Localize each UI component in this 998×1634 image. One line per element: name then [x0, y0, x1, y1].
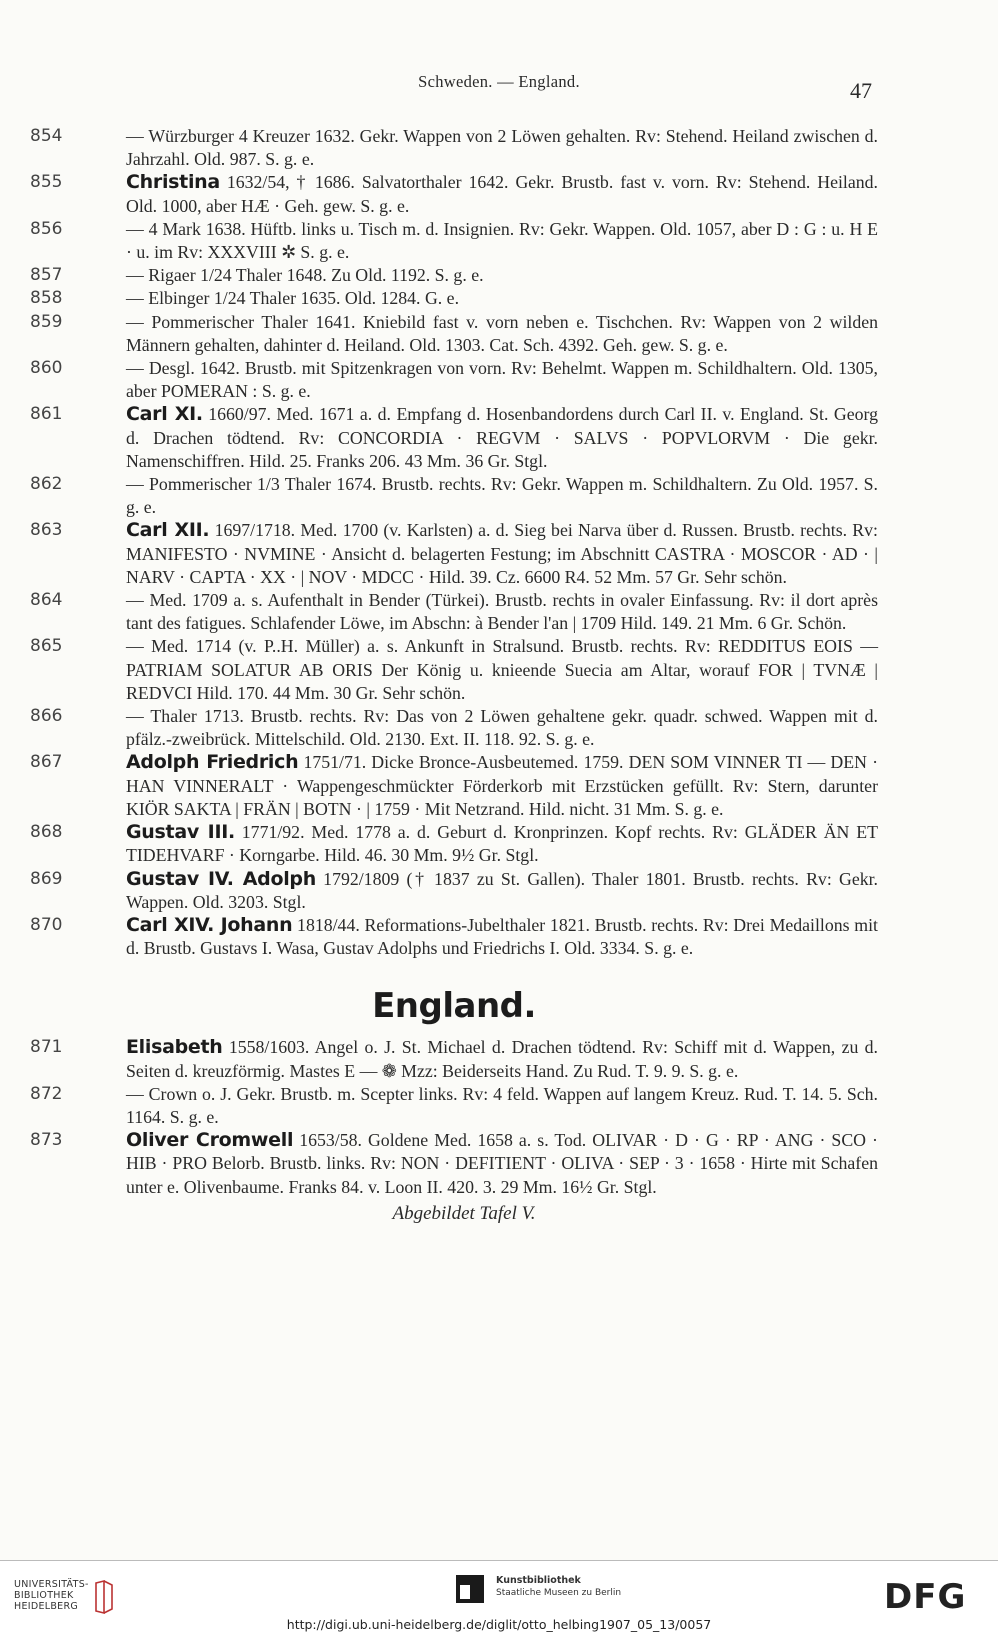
entry-text: — Würzburger 4 Kreuzer 1632. Gekr. Wappen von 2 Löwen gehalten. Rv: Stehend. Heiland zwischen d. Jahrzahl. Old. 987. S. g. e. — [126, 126, 878, 170]
catalogue-entry — [30, 635, 878, 705]
ruler-name: Carl XI. — [126, 403, 203, 426]
ruler-name: Oliver Cromwell — [126, 1129, 294, 1152]
catalogue-entry — [30, 311, 878, 357]
catalogue-entry — [30, 1129, 878, 1199]
lot-number: 860 — [30, 358, 63, 379]
lot-number: 866 — [30, 706, 63, 727]
catalogue-entry — [30, 171, 878, 217]
university-library-label — [14, 1579, 89, 1612]
entry-text: — Elbinger 1/24 Thaler 1635. Old. 1284. G. e. — [126, 288, 460, 309]
university-library-logo-icon — [92, 1579, 116, 1615]
library-line: HEIDELBERG — [14, 1601, 79, 1612]
entry-text: — Med. 1709 a. s. Aufenthalt in Bender (Türkei). Brustb. rechts in ovaler Einfassung. Rv: il dort après tant des fatigues. Schlafender Löwe, im Abschn: à Bender l'an | 1709 Hild. 149. 21 Mm. 6 Gr. Schön. — [126, 590, 878, 634]
ruler-name: Christina — [126, 171, 220, 194]
entry-text: — 4 Mark 1638. Hüftb. links u. Tisch m. d. Insignien. Rv: Gekr. Wappen. Old. 1057, aber D : G : u. H E · u. im Rv: XXXVIII ✲ S. g. e. — [126, 218, 878, 263]
lot-number: 861 — [30, 404, 63, 425]
catalogue-entry — [30, 125, 878, 171]
lot-number: 873 — [30, 1130, 63, 1151]
kunstbibliothek-mark-icon — [456, 1575, 484, 1603]
entry-text: — Pommerischer 1/3 Thaler 1674. Brustb. rechts. Rv: Gekr. Wappen m. Schildhaltern. Zu Old. 1957. S. g. e. — [126, 474, 878, 518]
library-line: UNIVERSITÄTS- — [14, 1579, 89, 1590]
lot-number: 857 — [30, 265, 63, 286]
catalogue-entry — [30, 589, 878, 635]
entry-text: 1660/97. Med. 1671 a. d. Empfang d. Hosenbandordens durch Carl II. v. England. St. Georg d. Drachen tödtend. Rv: CONCORDIA · REGVM · SALVS · POPVLORVM · Die gekr. Namenschiffren. Hild. 25. Franks 206. 43 Mm. 36 Gr. Stgl. — [126, 404, 878, 471]
catalogue-entry — [30, 1083, 878, 1129]
entry-text: — Rigaer 1/24 Thaler 1648. Zu Old. 1192. S. g. e. — [126, 265, 484, 286]
kb-name: Kunstbibliothek — [496, 1575, 581, 1586]
entry-text: — Crown o. J. Gekr. Brustb. m. Scepter links. Rv: 4 feld. Wappen auf langem Kreuz. Rud. T. 14. 5. Sch. 1164. S. g. e. — [126, 1083, 878, 1127]
plate-note: Abgebildet Tafel V. — [392, 1202, 536, 1224]
entry-text: 1653/58. Goldene Med. 1658 a. s. Tod. OLIVAR · D · G · RP · ANG · SCO · HIB · PRO Belorb. Brustb. links. Rv: NON · DEFITIENT · OLIVA · SEP · 3 · 1658 · Hirte mit Schafen unter e. Olivenbaume. Franks 84. v. Loon II. 420. 3. 29 Mm. 16½ Gr. Stgl. — [126, 1130, 878, 1197]
ruler-name: Adolph Friedrich — [126, 751, 299, 774]
catalogue-entry — [30, 1036, 878, 1082]
catalogue-entry — [30, 403, 878, 473]
sweden-entry-list — [30, 125, 878, 960]
catalogue-entry — [30, 264, 878, 287]
entry-text: — Med. 1714 (v. P..H. Müller) a. s. Ankunft in Stralsund. Brustb. rechts. Rv: REDDITUS EOIS — PATRIAM SOLATUR AB ORIS Der König u. knieende Suecia am Altar, worauf FOR | TVNÆ | REDVCI Hild. 170. 44 Mm. 30 Gr. Sehr schön. — [126, 636, 878, 703]
dfg-logo: DFG — [884, 1577, 967, 1617]
lot-number: 867 — [30, 752, 63, 773]
lot-number: 872 — [30, 1083, 63, 1104]
catalogue-entry — [30, 751, 878, 821]
lot-number: 870 — [30, 914, 63, 935]
ruler-name: Carl XIV. Johann — [126, 913, 293, 936]
permalink-url[interactable]: http://digi.ub.uni-heidelberg.de/diglit/otto_helbing1907_05_13/0057 — [286, 1617, 712, 1632]
ruler-name: Carl XII. — [126, 519, 210, 542]
catalogue-entry — [30, 868, 878, 914]
entry-text: 1751/71. Dicke Bronce-Ausbeutemed. 1759. DEN SOM VINNER TI — DEN · HAN VINNERALT · Wappengeschmückter Förderkorb mit Erzstücken gefüllt. Rv: Stern, darunter KIÖR SAKTA | FRÄN | BOTN · | 1759 · Mit Netzrand. Hild. nicht. 31 Mm. S. g. e. — [126, 752, 879, 819]
lot-number: 869 — [30, 868, 63, 889]
ruler-name: Gustav III. — [126, 821, 235, 844]
entry-text: 1792/1809 († 1837 zu St. Gallen). Thaler 1801. Brustb. rechts. Rv: Gekr. Wappen. Old. 3203. Stgl. — [126, 868, 878, 912]
kb-subtitle: Staatliche Museen zu Berlin — [496, 1588, 622, 1598]
viewer-footer — [0, 1560, 998, 1634]
section-heading-england: England. — [372, 986, 536, 1027]
catalogue-entry — [30, 821, 878, 867]
lot-number: 859 — [30, 311, 63, 332]
lot-number: 868 — [30, 822, 63, 843]
catalogue-entry — [30, 218, 878, 264]
catalogue-entry — [30, 287, 878, 310]
england-entry-list — [30, 1036, 878, 1198]
page-number: 47 — [850, 78, 872, 103]
library-line: BIBLIOTHEK — [14, 1590, 74, 1601]
entry-text: — Pommerischer Thaler 1641. Kniebild fast v. vorn neben e. Tischchen. Rv: Wappen von 2 wilden Männern gehalten, dahinter d. Heiland. Old. 1303. Cat. Sch. 4392. Geh. gew. S. g. e. — [126, 311, 878, 355]
entry-text: 1558/1603. Angel o. J. St. Michael d. Drachen tödtend. Rv: Schiff mit d. Wappen, zu d. Seiten d. kreuzförmig. Mastes E — ❁ Mzz: Beiderseits Hand. Zu Rud. T. 9. 9. S. g. e. — [126, 1037, 878, 1081]
lot-number: 864 — [30, 590, 63, 611]
lot-number: 856 — [30, 218, 63, 239]
catalogue-entry — [30, 705, 878, 751]
catalogue-entries — [30, 125, 878, 1225]
catalogue-entry — [30, 473, 878, 519]
lot-number: 871 — [30, 1037, 63, 1058]
lot-number: 862 — [30, 474, 63, 495]
ruler-name: Elisabeth — [126, 1036, 223, 1059]
entry-text: — Thaler 1713. Brustb. rechts. Rv: Das von 2 Löwen gehaltene gekr. quadr. schwed. Wappen mit d. pfälz.-zweibrück. Mittelschild. Old. 2130. Ext. II. 118. 92. S. g. e. — [126, 706, 878, 750]
running-title: Schweden. — England. — [418, 72, 580, 91]
lot-number: 855 — [30, 172, 63, 193]
lot-number: 865 — [30, 636, 63, 657]
entry-text: 1697/1718. Med. 1700 (v. Karlsten) a. d. Sieg bei Narva über d. Russen. Brustb. rechts. Rv: MANIFESTO · NVMINE · Ansicht d. belagerten Festung; im Abschnitt CASTRA · MOSCOR · AD · | NARV · CAPTA · XX · | NOV · MDCC · Hild. 39. Cz. 6600 R4. 52 Mm. 57 Gr. Sehr schön. — [126, 520, 878, 587]
lot-number: 854 — [30, 126, 63, 146]
catalogue-entry — [30, 357, 878, 403]
lot-number: 863 — [30, 520, 63, 541]
ruler-name: Gustav IV. Adolph — [126, 867, 316, 890]
entry-text: — Desgl. 1642. Brustb. mit Spitzenkragen von vorn. Rv: Behelmt. Wappen m. Schildhaltern. Old. 1305, aber POMERAN : S. g. e. — [126, 358, 878, 402]
entry-text: 1632/54, † 1686. Salvatorthaler 1642. Gekr. Brustb. fast v. vorn. Rv: Stehend. Heiland. Old. 1000, aber HÆ · Geh. gew. S. g. e. — [126, 172, 878, 216]
lot-number: 858 — [30, 288, 63, 309]
catalogue-entry — [30, 914, 878, 960]
entry-text: 1771/92. Med. 1778 a. d. Geburt d. Kronprinzen. Kopf rechts. Rv: GLÄDER ÄN ET TIDEHVARF · Korngarbe. Hild. 46. 30 Mm. 9½ Gr. Stgl. — [126, 822, 878, 866]
entry-text: 1818/44. Reformations-Jubelthaler 1821. Brustb. rechts. Rv: Drei Medaillons mit d. Brustb. Gustavs I. Wasa, Gustav Adolphs und Friedrichs I. Old. 3334. S. g. e. — [126, 914, 878, 959]
catalogue-entry — [30, 519, 878, 589]
